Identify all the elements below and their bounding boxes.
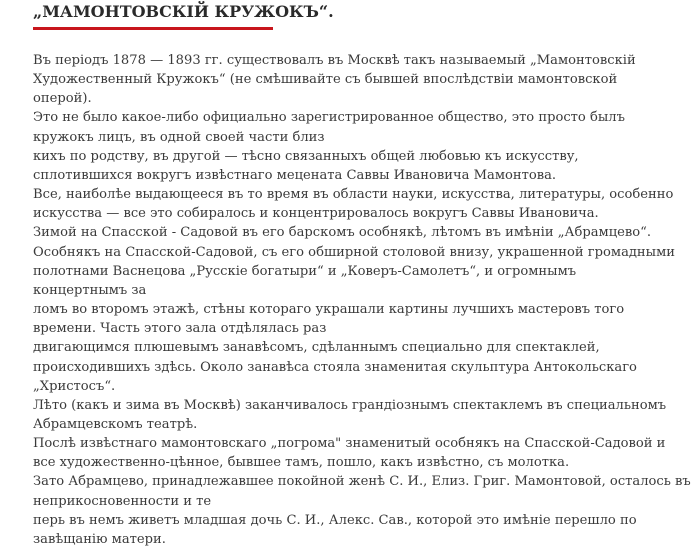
text-line: неприкосновенности и те [33, 493, 212, 509]
text-line: кружокъ лицъ, въ одной своей части близ [33, 129, 325, 145]
text-line: искусства — все это собиралось и концентрировалось вокругъ Саввы Ивановича. [33, 206, 599, 222]
text-line: Это не было какое-либо официально зарегистрированное общество, это просто былъ [33, 110, 625, 126]
text-line: Особнякъ на Спасской-Садовой, съ его обширной столовой внизу, украшенной громадными [33, 244, 675, 260]
text-line: Абрамцевскомъ театрѣ. [33, 416, 198, 432]
text-line: „Христосъ“. [33, 378, 116, 394]
text-line: Лѣто (какъ и зима въ Москвѣ) заканчивалось грандiознымъ спектаклемъ въ специальномъ [33, 397, 667, 413]
text-line: кихъ по родству, въ другой — тѣсно связанныхъ общей любовью къ искусству, [33, 148, 579, 164]
text-line: завѣщанiю матери. [33, 531, 166, 547]
text-line: все художественно-цѣнное, бывшее тамъ, пошло, какъ извѣстно, съ молотка. [33, 455, 570, 471]
text-line: Въ перiодъ 1878 — 1893 гг. существовалъ въ Москвѣ такъ называемый „Мамонтовскiй [33, 53, 636, 68]
text-line: перь въ немъ живетъ младшая дочь С. И., Алекс. Сав., которой это имѣнiе перешло по [33, 512, 637, 528]
article-body [33, 51, 691, 549]
text-line: происходившихъ здѣсь. Около занавѣса стояла знаменитая скульптура Антокольскаго [33, 359, 637, 375]
text-line: времени. Часть этого зала отдѣлялась раз [33, 321, 327, 337]
text-line: концертнымъ за [33, 282, 147, 298]
text-line: двигающимся плюшевымъ занавѣсомъ, сдѣланнымъ специально для спектаклей, [33, 340, 600, 356]
text-line: Зато Абрамцево, принадлежавшее покойной женѣ С. И., Елиз. Григ. Мамонтовой, осталось въ [33, 474, 691, 490]
article-title: „МАМОНТОВСКIЙ КРУЖОКЪ“. [33, 2, 334, 21]
text-line: полотнами Васнецова „Русскiе богатыри“ и „Коверъ-Самолетъ“, и огромнымъ [33, 263, 577, 279]
text-line: ломъ во второмъ этажѣ, стѣны котораго украшали картины лучшихъ мастеровъ того [33, 302, 625, 318]
text-line: Все, наиболѣе выдающееся въ то время въ области науки, искусства, литературы, особенно [33, 187, 674, 203]
text-line: Художественный Кружокъ“ (не смѣшивайте съ бывшей впослѣдствiи мамонтовской [33, 72, 618, 88]
text-line: оперой). [33, 91, 92, 107]
text-line: сплотившихся вокругъ извѣстнаго мецената Саввы Ивановича Мамонтова. [33, 167, 557, 183]
title-underline [33, 27, 273, 30]
text-line: Зимой на Спасской - Садовой въ его барскомъ особнякѣ, лѣтомъ въ имѣнiи „Абрамцево“. [33, 225, 651, 241]
text-line: Послѣ извѣстнаго мамонтовскаго „погрома" знаменитый особнякъ на Спасской-Садовой и [33, 436, 666, 452]
